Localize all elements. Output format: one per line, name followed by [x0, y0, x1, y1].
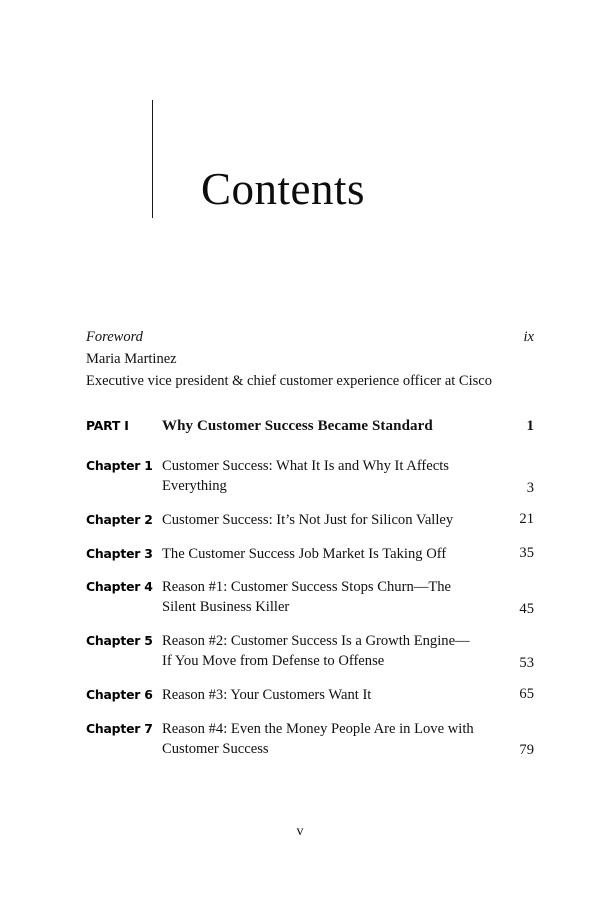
part-entry[interactable] — [86, 418, 534, 435]
chapter-title-line-1: Reason #3: Your Customers Want It — [162, 686, 372, 703]
chapter-page-number: 21 — [519, 510, 534, 527]
chapter-title-block — [162, 578, 504, 618]
chapter-list — [86, 457, 534, 759]
chapter-title-line-1: The Customer Success Job Market Is Taking Off — [162, 545, 447, 562]
part-title: Why Customer Success Became Standard — [162, 418, 433, 435]
chapter-title-line-1: Customer Success: It’s Not Just for Silicon Valley — [162, 511, 454, 528]
chapter-title-line-1: Reason #4: Even the Money People Are in Love with — [162, 720, 474, 737]
chapter-label: Chapter 4 — [86, 579, 153, 595]
chapter-title-line-2: If You Move from Defense to Offense — [162, 653, 385, 669]
chapter-page-number: 65 — [519, 685, 534, 702]
chapter-title-line-2: Everything — [162, 477, 227, 494]
page-title-block — [152, 100, 365, 218]
chapter-title-line-2: Customer Success — [162, 740, 269, 757]
chapter-label: Chapter 1 — [86, 458, 153, 474]
chapter-label: Chapter 7 — [86, 720, 153, 736]
chapter-title-block — [162, 511, 504, 531]
part-page-number: 1 — [526, 418, 534, 435]
chapter-title-block — [162, 457, 504, 497]
foreword-title: Foreword — [86, 329, 143, 345]
chapter-page-number: 45 — [519, 601, 534, 618]
chapter-title-line-1: Reason #1: Customer Success Stops Churn—The — [162, 579, 452, 596]
chapter-title-line-1: Reason #2: Customer Success Is a Growth Engine— — [162, 633, 470, 650]
chapter-page-number: 3 — [526, 479, 534, 496]
chapter-entry[interactable] — [86, 511, 534, 531]
table-of-contents — [86, 326, 534, 773]
chapter-page-number: 53 — [519, 654, 534, 671]
foreword-affiliation: Executive vice president & chief customer experience officer at Cisco — [86, 373, 492, 390]
foreword-page-number: ix — [523, 329, 534, 345]
chapter-page-number: 79 — [519, 742, 534, 759]
chapter-label: Chapter 3 — [86, 545, 153, 561]
chapter-title-block — [162, 686, 504, 706]
chapter-entry[interactable] — [86, 457, 534, 497]
front-matter-entry — [86, 326, 534, 392]
part-label: PART I — [86, 418, 129, 434]
chapter-entry[interactable] — [86, 720, 534, 760]
foreword-author: Maria Martinez — [86, 351, 177, 368]
chapter-title-line-1: Customer Success: What It Is and Why It Affects — [162, 458, 449, 475]
page-title: Contents — [201, 164, 366, 214]
chapter-title-block — [162, 632, 504, 672]
chapter-title-block — [162, 545, 504, 565]
chapter-label: Chapter 2 — [86, 511, 153, 527]
chapter-label: Chapter 5 — [86, 633, 153, 649]
chapter-label: Chapter 6 — [86, 686, 153, 702]
chapter-title-line-2: Silent Business Killer — [162, 599, 290, 616]
folio-page-number: v — [296, 824, 304, 839]
chapter-entry[interactable] — [86, 632, 534, 672]
chapter-entry[interactable] — [86, 686, 534, 706]
chapter-entry[interactable] — [86, 578, 534, 618]
foreword-row[interactable] — [86, 326, 534, 348]
chapter-entry[interactable] — [86, 545, 534, 565]
chapter-page-number: 35 — [519, 544, 534, 561]
chapter-title-block — [162, 720, 504, 760]
